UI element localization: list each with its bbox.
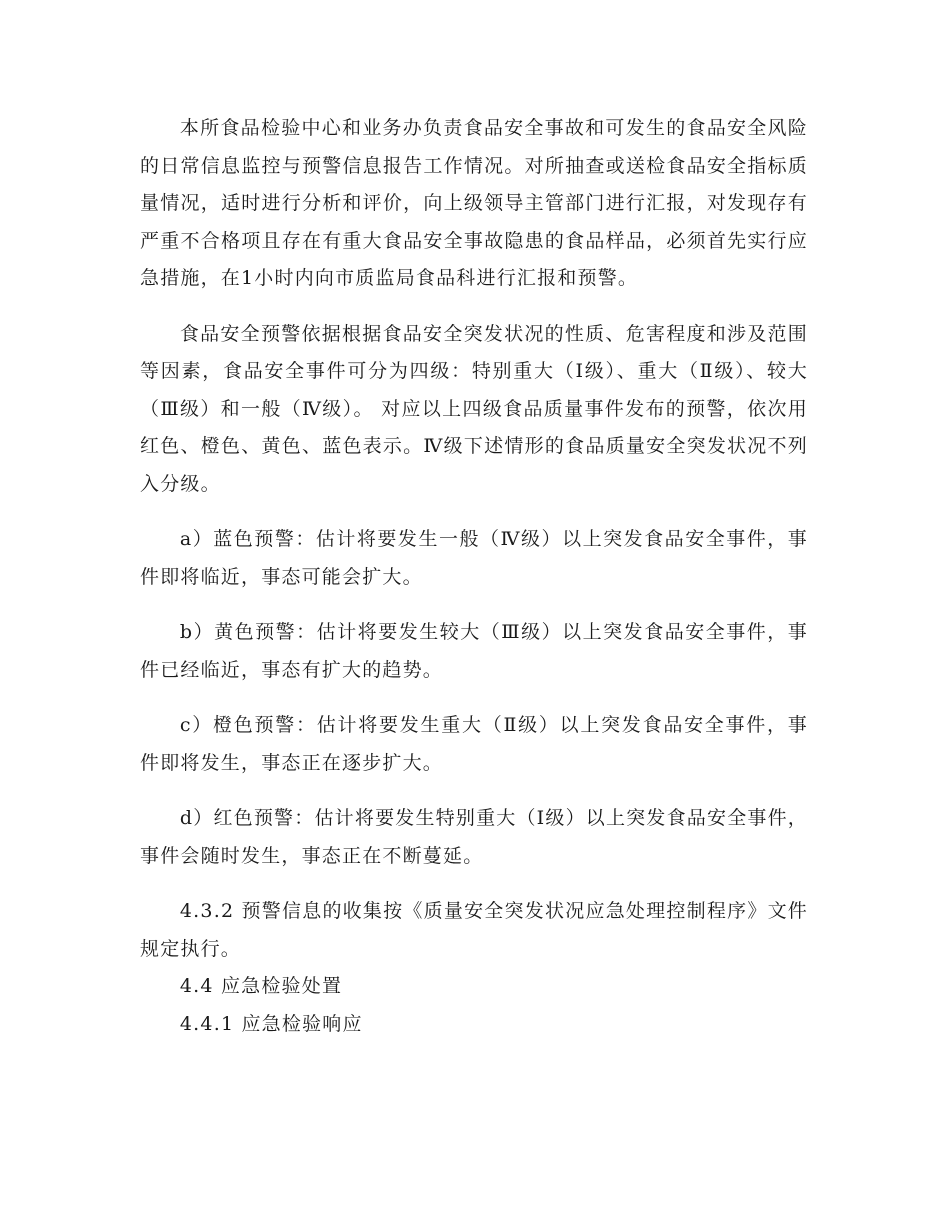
heading-section-4-4: 4.4 应急检验处置 [179,975,343,997]
paragraph-orange-warning: c）橙色预警：估计将要发生重大（Ⅱ级）以上突发食品安全事件，事件即将发生，事态正在逐步扩大。 [140,714,808,774]
paragraph-monitoring: 本所食品检验中心和业务办负责食品安全事故和可发生的食品安全风险的日常信息监控与预警信息报告工作情况。对所抽查或送检食品安全指标质量情况，适时进行分析和评价，向上级领导主管部门进行汇报，对发现存有严重不合格项且存在有重大食品安全事故隐患的食品样品，必须首先实行应急措施，在1小时内向市质监局食品科进行汇报和预警。 [140,117,808,289]
paragraph-red-warning: d）红色预警：估计将要发生特别重大（Ⅰ级）以上突发食品安全事件，事件会随时发生，事态正在不断蔓延。 [140,807,808,867]
paragraph-section-4-3-2: 4.3.2 预警信息的收集按《质量安全突发状况应急处理控制程序》文件规定执行。 [140,900,808,960]
paragraph-yellow-warning: b）黄色预警：估计将要发生较大（Ⅲ级）以上突发食品安全事件，事件已经临近，事态有扩大的趋势。 [140,621,808,681]
document-page [140,110,808,1043]
paragraph-warning-levels: 食品安全预警依据根据食品安全突发状况的性质、危害程度和涉及范围等因素，食品安全事件可分为四级：特别重大（Ⅰ级）、重大（Ⅱ级）、较大（Ⅲ级）和一般（Ⅳ级）。 对应以上四级食品质量事件发布的预警，依次用红色、橙色、黄色、蓝色表示。Ⅳ级下述情形的食品质量安全突发状况不列入分级。 [140,322,808,495]
heading-section-4-4-1: 4.4.1 应急检验响应 [179,1012,363,1035]
paragraph-blue-warning: a）蓝色预警：估计将要发生一般（Ⅳ级）以上突发食品安全事件，事件即将临近，事态可能会扩大。 [140,528,808,588]
